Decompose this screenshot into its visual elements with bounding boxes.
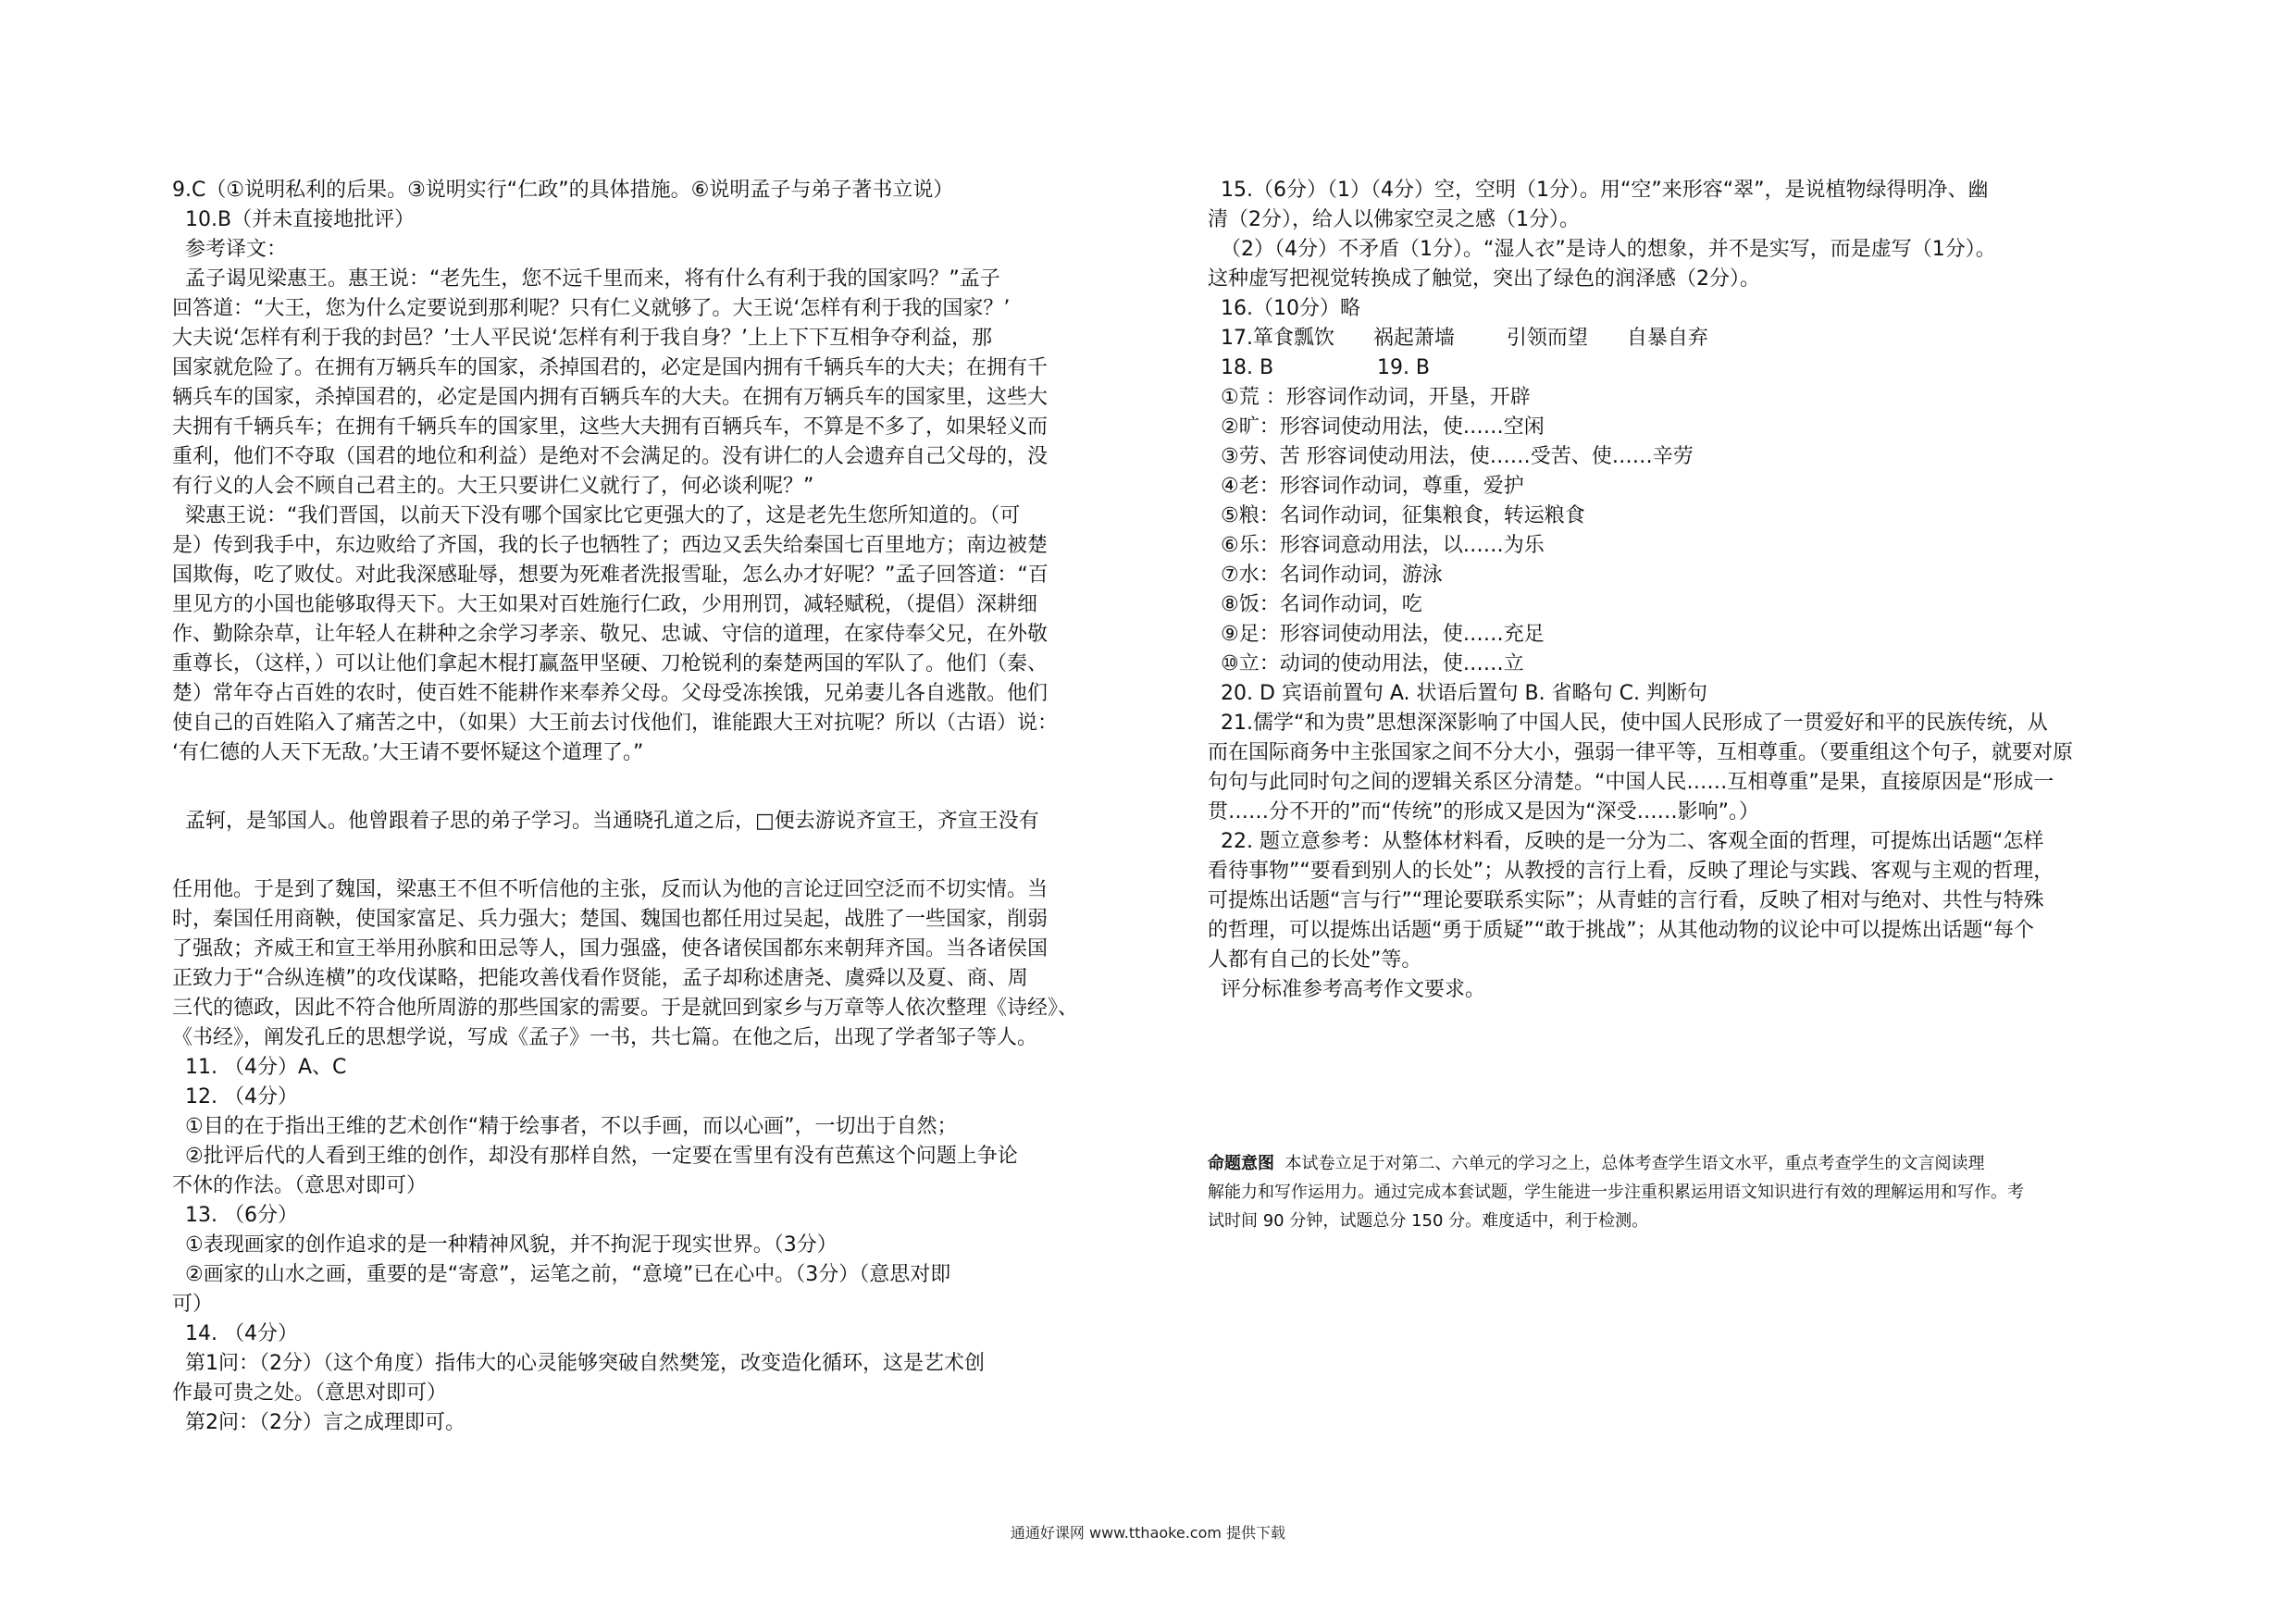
right-text-line: 17.箪食瓢饮 祸起萧墙 引领而望 自暴自弃 [1208, 327, 1708, 350]
right-text-line: 而在国际商务中主张国家之间不分大小，强弱一律平等，互相尊重。（要重组这个句子，就要对原 [1208, 741, 2074, 764]
right-text-line: ③劳、苦 形容词使动用法，使……受苦、使……辛劳 [1208, 445, 1694, 468]
left-text-line: ②批评后代的人看到王维的创作，却没有那样自然，一定要在雪里有没有芭蕉这个问题上争论 [172, 1145, 1018, 1168]
right-text-line: 看待事物”“要看到别人的长处”；从教授的言行上看，反映了理论与实践、客观与主观的哲理， [1208, 860, 2054, 883]
left-text-line: 9.C（①说明私利的后果。③说明实行“仁政”的具体措施。⑥说明孟子与弟子著书立说） [172, 179, 954, 202]
right-text-line: 清（2分），给人以佛家空灵之感（1分）。 [1208, 208, 1580, 231]
left-text-line: 重尊长，（这样，）可以让他们拿起木棍打赢盔甲坚硬、刀枪锐利的秦楚两国的军队了。他们（秦、 [172, 652, 1049, 675]
left-text-line: 大夫说‘怎样有利于我的封邑？’士人平民说‘怎样有利于我自身？’上上下下互相争夺利益，那 [172, 327, 992, 350]
left-text-line: 孟轲，是邹国人。他曾跟着子思的弟子学习。当通晓孔道之后，□便去游说齐宣王，齐宣王没有 [172, 810, 1039, 833]
left-text-line: 有行义的人会不顾自己君主的。大王只要讲仁义就行了，何必谈利呢？” [172, 475, 814, 498]
left-text-line: 是）传到我手中，东边败给了齐国，我的长子也牺牲了；西边又丢失给秦国七百里地方；南边被楚 [172, 534, 1049, 557]
left-text-line: 任用他。于是到了魏国，梁惠王不但不听信他的主张，反而认为他的言论迂回空泛而不切实情。当 [172, 878, 1049, 901]
left-text-line: 14. （4分） [172, 1322, 298, 1345]
right-text-line: 20. D 宾语前置句 A. 状语后置句 B. 省略句 C. 判断句 [1208, 682, 1707, 705]
right-text-line: ④老：形容词作动词，尊重，爱护 [1208, 475, 1524, 498]
left-text-line: 可） [172, 1293, 214, 1316]
left-text-line: 第1问：（2分）（这个角度）指伟大的心灵能够突破自然樊笼，改变造化循环，这是艺术创 [172, 1352, 985, 1375]
footer-credit: 通通好课网 www.tthaoke.com 提供下载 [1010, 1524, 1286, 1542]
right-text-line: 16.（10分）略 [1208, 297, 1360, 320]
right-text-line: 15.（6分）（1）（4分）空，空明（1分）。用“空”来形容“翠”，是说植物绿得明净、幽 [1208, 179, 1989, 202]
left-text-line [172, 836, 1135, 875]
right-text-line: ①荒 ：形容词作动词，开垦，开辟 [1208, 386, 1531, 409]
left-text-line: ①目的在于指出王维的艺术创作“精于绘事者，不以手画，而以心画”，一切出于自然； [172, 1115, 958, 1138]
left-text-line: 重利，他们不夺取（国君的地位和利益）是绝对不会满足的。没有讲仁的人会遗弃自己父母的，没 [172, 445, 1049, 468]
left-text-line: 里见方的小国也能够取得天下。大王如果对百姓施行仁政，少用刑罚，减轻赋税，（提倡）深耕细 [172, 593, 1038, 616]
left-text-line: 参考译文： [172, 238, 287, 261]
right-text-line: ⑦水：名词作动词，游泳 [1208, 564, 1443, 587]
left-text-line: 国家就危险了。在拥有万辆兵车的国家，杀掉国君的，必定是国内拥有千辆兵车的大夫；在拥有千 [172, 356, 1049, 379]
left-text-line: 作、勤除杂草，让年轻人在耕种之余学习孝亲、敬兄、忠诚、守信的道理，在家侍奉父兄，在外敬 [172, 623, 1049, 646]
right-text-line: 22. 题立意参考：从整体材料看，反映的是一分为二、客观全面的哲理，可提炼出话题“怎样 [1208, 830, 2044, 853]
left-column [172, 176, 1135, 1438]
left-text-line: 梁惠王说：“我们晋国，以前天下没有哪个国家比它更强大的了，这是老先生您所知道的。（可 [172, 504, 1021, 527]
left-text-line: 孟子谒见梁惠王。惠王说：“老先生，您不远千里而来，将有什么有利于我的国家吗？”孟子 [172, 267, 1000, 291]
left-text-line: 10.B（并未直接地批评） [172, 208, 416, 231]
left-text-line: 夫拥有千辆兵车；在拥有千辆兵车的国家里，这些大夫拥有百辆兵车，不算是不多了，如果轻义而 [172, 415, 1049, 439]
right-text-line: 评分标准参考高考作文要求。 [1208, 978, 1485, 1001]
left-text-line: 12. （4分） [172, 1085, 298, 1109]
right-text-line: 这种虚写把视觉转换成了触觉，突出了绿色的润泽感（2分）。 [1208, 267, 1760, 291]
left-text-line: 时，秦国任用商鞅，使国家富足、兵力强大；楚国、魏国也都任用过吴起，战胜了一些国家，削弱 [172, 908, 1049, 931]
design-intent-note [1208, 1149, 2170, 1235]
left-text-line: 《书经》，阐发孔丘的思想学说，写成《孟子》一书，共七篇。在他之后，出现了学者邹子等人。 [172, 1026, 1038, 1049]
right-text-line: 句句与此同时句之间的逻辑关系区分清楚。“中国人民……互相尊重”是果，直接原因是“形成一 [1208, 771, 2054, 794]
left-text-line: 正致力于“合纵连横”的攻伐谋略，把能攻善伐看作贤能，孟子却称述唐尧、虞舜以及夏、商、周 [172, 967, 1028, 990]
right-text-line: ②旷：形容词使动用法，使……空闲 [1208, 415, 1545, 439]
left-text-line: ②画家的山水之画，重要的是“寄意”，运笔之前，“意境”已在心中。（3分）（意思对即 [172, 1263, 951, 1286]
left-text-line: 楚）常年夺占百姓的农时，使百姓不能耕作来奉养父母。父母受冻挨饿，兄弟妻儿各自逃散。他们 [172, 682, 1049, 705]
right-text-line: 的哲理，可以提炼出话题“勇于质疑”“敢于挑战”；从其他动物的议论中可以提炼出话题“每个 [1208, 919, 2034, 942]
right-text-line: 人都有自己的长处”等。 [1208, 948, 1422, 972]
right-text-line: ⑧饭：名词作动词，吃 [1208, 593, 1422, 616]
right-column [1208, 176, 2170, 1235]
right-text-line: ⑤粮：名词作动词，征集粮食，转运粮食 [1208, 504, 1585, 527]
left-text-line [172, 768, 1135, 807]
left-text-line: 不休的作法。（意思对即可） [172, 1174, 428, 1197]
design-intent-label: 命题意图 [1208, 1154, 1274, 1173]
left-text-line: 国欺侮，吃了败仗。对此我深感耻辱，想要为死难者洗报雪耻，怎么办才好呢？”孟子回答道：“百 [172, 564, 1049, 587]
left-text-line: 三代的德政，因此不符合他所周游的那些国家的需要。于是就回到家乡与万章等人依次整理《诗经》、 [172, 997, 1079, 1020]
right-text-line: ⑩立：动词的使动用法，使……立 [1208, 652, 1524, 675]
design-intent-line: 试时间 90 分钟，试题总分 150 分。难度适中，利于检测。 [1208, 1211, 1649, 1231]
left-text-line: 辆兵车的国家，杀掉国君的，必定是国内拥有百辆兵车的大夫。在拥有万辆兵车的国家里，这些大 [172, 386, 1049, 409]
right-text-line: （2）（4分）不矛盾（1分）。“湿人衣”是诗人的想象，并不是实写，而是虚写（1分）。 [1208, 238, 1996, 261]
right-text-line: 可提炼出话题“言与行”“理论要联系实际”；从青蛙的言行看，反映了相对与绝对、共性与特殊 [1208, 889, 2044, 912]
left-text-line: 了强敌；齐威王和宣王举用孙膑和田忌等人，国力强盛，使各诸侯国都东来朝拜齐国。当各诸侯国 [172, 937, 1049, 960]
left-text-line: 11. （4分）A、C [172, 1056, 347, 1079]
design-intent-line: 本试卷立足于对第二、六单元的学习之上，总体考查学生语文水平，重点考查学生的文言阅读理 [1285, 1154, 1985, 1173]
right-answer-lines [1208, 176, 2170, 1005]
right-text-line: 18. B 19. B [1208, 356, 1431, 379]
right-text-line: 贯……分不开的”而“传统”的形成又是因为“深受……影响”。） [1208, 800, 1759, 824]
left-text-line: 回答道：“大王，您为什么定要说到那利呢？只有仁义就够了。大王说‘怎样有利于我的国家？’ [172, 297, 1011, 320]
left-text-line: ①表现画家的创作追求的是一种精神风貌，并不拘泥于现实世界。（3分） [172, 1233, 838, 1257]
left-text-line: ‘有仁德的人天下无敌。’大王请不要怀疑这个道理了。” [172, 741, 644, 764]
left-text-line: 13. （6分） [172, 1204, 298, 1227]
right-text-line: 21.儒学“和为贵”思想深深影响了中国人民，使中国人民形成了一贯爱好和平的民族传统，从 [1208, 712, 2048, 735]
left-text-line: 作最可贵之处。（意思对即可） [172, 1381, 448, 1405]
right-text-line: ⑥乐：形容词意动用法，以……为乐 [1208, 534, 1545, 557]
left-text-line: 第2问：（2分）言之成理即可。 [172, 1411, 465, 1434]
right-text-line: ⑨足：形容词使动用法，使……充足 [1208, 623, 1545, 646]
design-intent-line: 解能力和写作运用力。通过完成本套试题，学生能进一步注重积累运用语文知识进行有效的理解运用和写作。考 [1208, 1183, 2024, 1202]
left-text-line: 使自己的百姓陷入了痛苦之中，（如果）大王前去讨伐他们，谁能跟大王对抗呢？所以（古语）说： [172, 712, 1059, 735]
